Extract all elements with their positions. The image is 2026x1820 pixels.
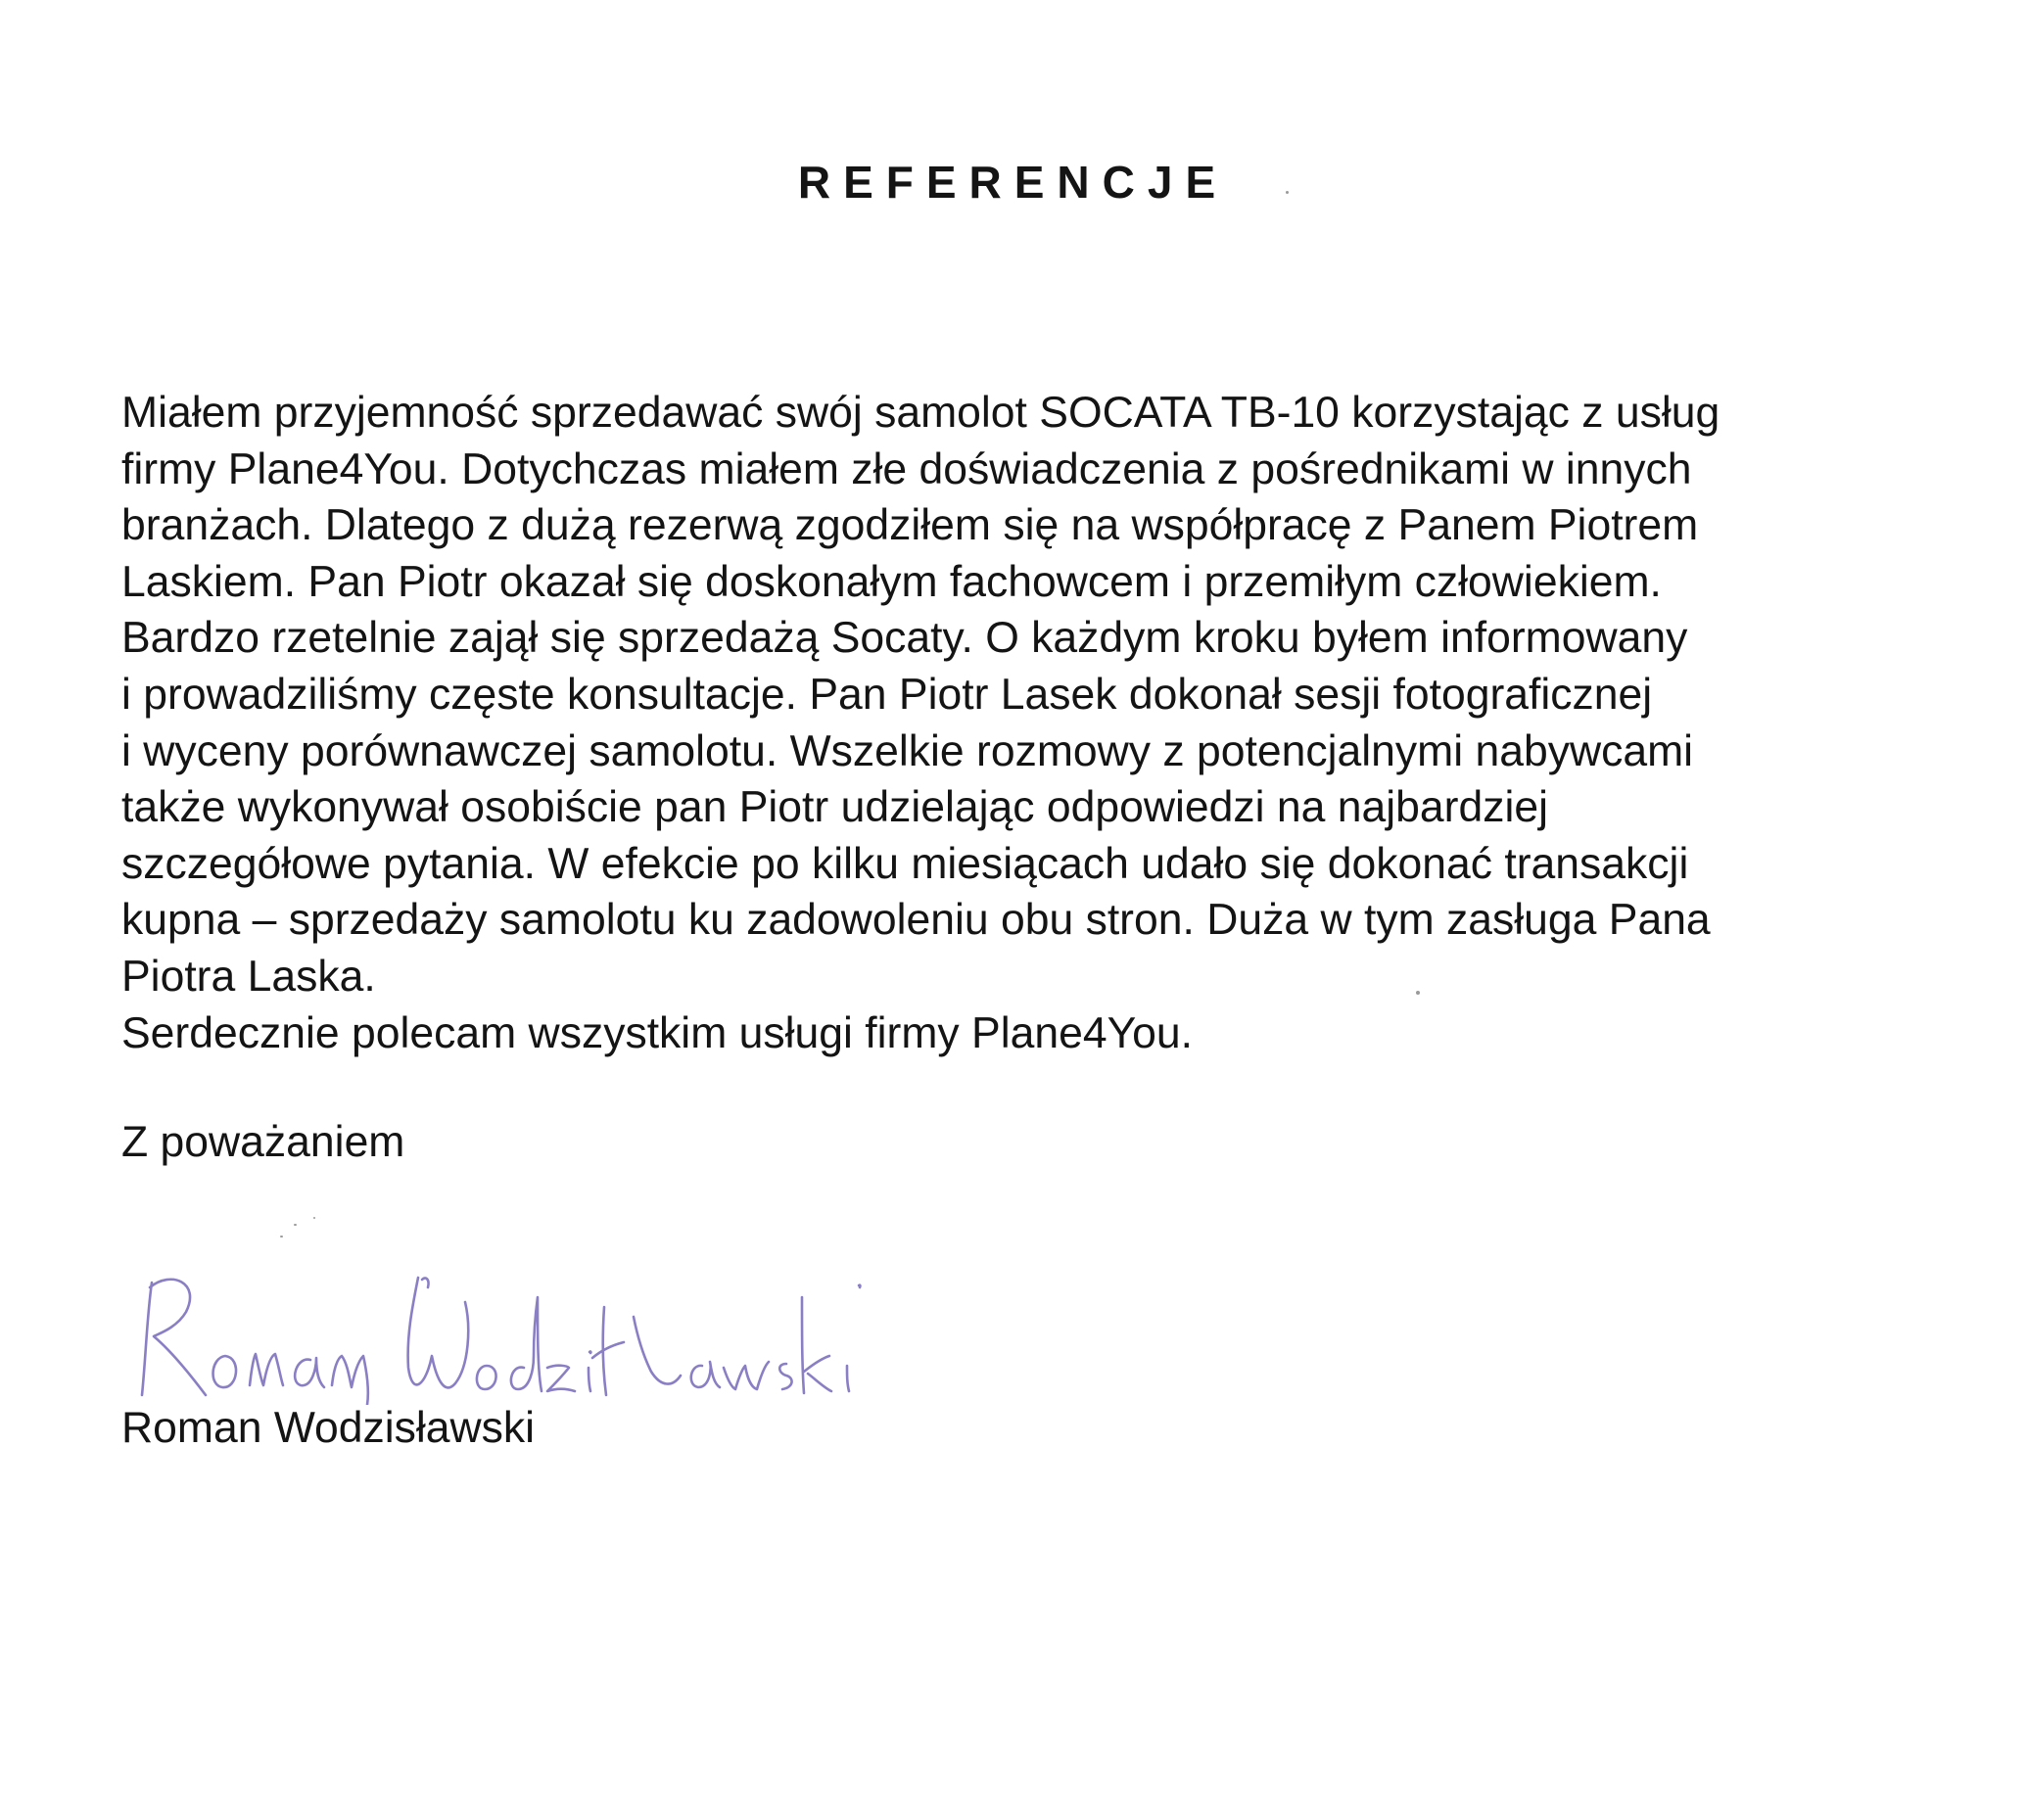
body-line: kupna – sprzedaży samolotu ku zadowoleniu obu stron. Duża w tym zasługa Pana: [121, 896, 1711, 945]
body-line: branżach. Dlatego z dużą rezerwą zgodziłem się na współpracę z Panem Piotrem: [121, 501, 1699, 550]
body-line: Piotra Laska.: [121, 952, 376, 1001]
body-line: także wykonywał osobiście pan Piotr udzielając odpowiedzi na najbardziej: [121, 783, 1548, 832]
body-paragraph: [121, 385, 1982, 1061]
body-line: Laskiem. Pan Piotr okazał się doskonałym fachowcem i przemiłym człowiekiem.: [121, 557, 1662, 606]
scan-speck: [1416, 991, 1420, 995]
body-line: szczegółowe pytania. W efekcie po kilku miesiącach udało się dokonać transakcji: [121, 839, 1689, 888]
scan-speck: [313, 1217, 315, 1219]
handwritten-signature: [132, 1258, 876, 1405]
body-line: Serdecznie polecam wszystkim usługi firmy Plane4You.: [121, 1008, 1194, 1057]
document-title: REFERENCJE: [797, 157, 1229, 208]
body-line: i wyceny porównawczej samolotu. Wszelkie rozmowy z potencjalnymi nabywcami: [121, 726, 1694, 775]
closing-salutation: Z poważaniem: [121, 1118, 405, 1166]
body-line: Miałem przyjemność sprzedawać swój samolot SOCATA TB-10 korzystając z usług: [121, 389, 1720, 437]
body-line: i prowadziliśmy częste konsultacje. Pan Piotr Lasek dokonał sesji fotograficznej: [121, 670, 1653, 719]
body-line: firmy Plane4You. Dotychczas miałem złe doświadczenia z pośrednikami w innych: [121, 444, 1692, 493]
body-line: Bardzo rzetelnie zajął się sprzedażą Socaty. O każdym kroku byłem informowany: [121, 614, 1688, 663]
scan-speck: [280, 1236, 283, 1237]
signer-name: Roman Wodzisławski: [121, 1404, 536, 1452]
scan-speck: [294, 1224, 297, 1226]
scan-speck: [1286, 191, 1289, 194]
